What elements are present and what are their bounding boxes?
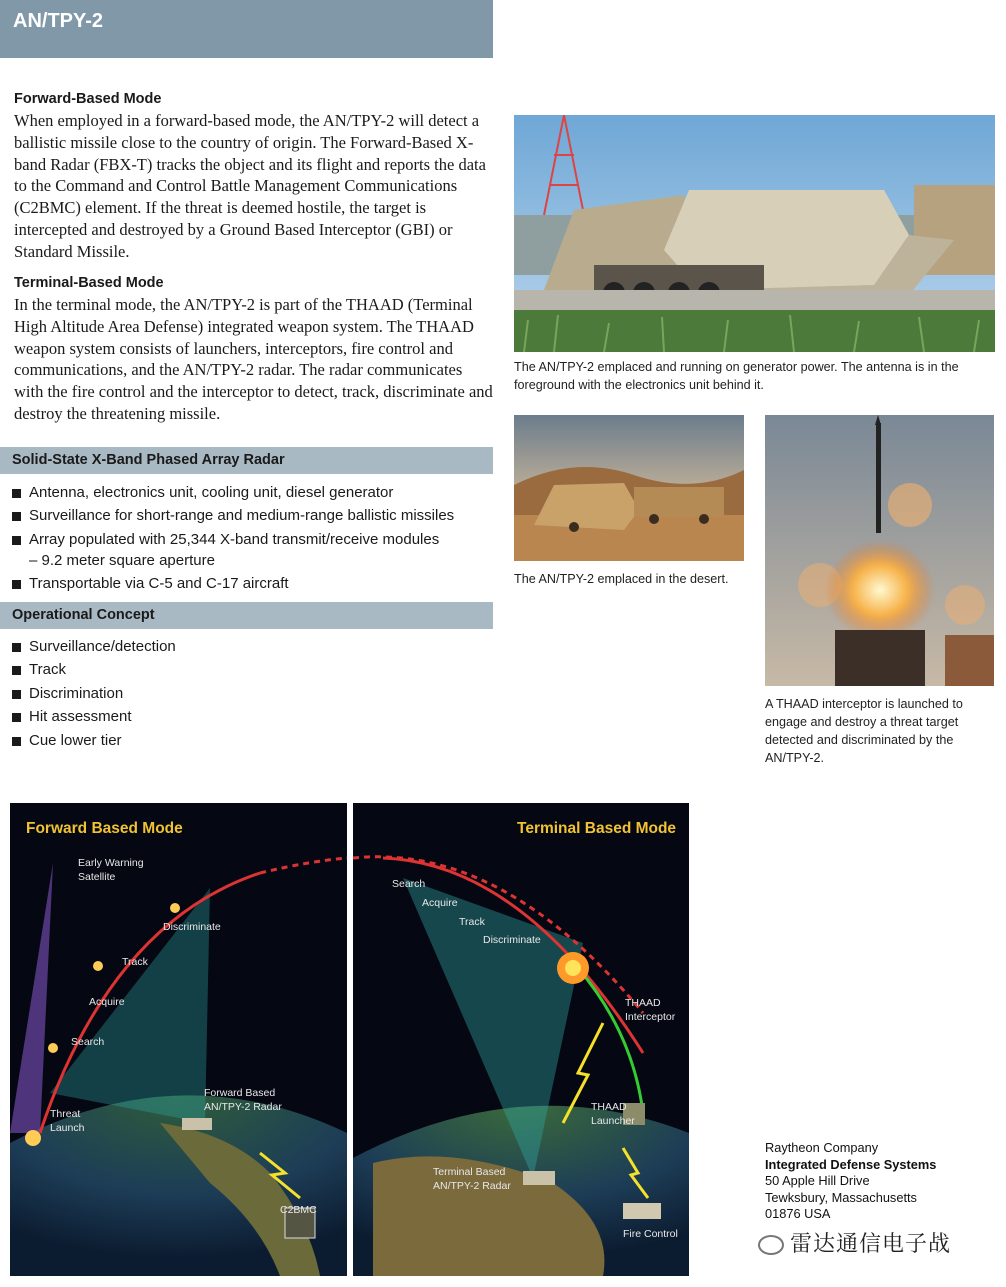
launcher-label-line1: THAAD <box>591 1101 627 1113</box>
radar-photo <box>514 115 995 352</box>
radar-section-title: Solid-State X-Band Phased Array Radar <box>12 452 285 468</box>
zip-address: 01876 USA <box>765 1206 831 1221</box>
radar-label-line2: AN/TPY-2 Radar <box>433 1180 511 1192</box>
forward-diagram-title: Forward Based Mode <box>26 820 183 837</box>
company-name: Raytheon Company <box>765 1140 879 1155</box>
watermark-text: 雷达通信电子战 <box>790 1232 952 1257</box>
photo2-caption: The AN/TPY-2 emplaced in the desert. <box>514 572 729 586</box>
list-item: Discrimination <box>12 683 176 704</box>
terminal-mode-body: In the terminal mode, the AN/TPY-2 is part of the THAAD (Terminal High Altitude Area Defense) integrated weapon system. The THAAD weapon system consists of launchers, interceptors, fire control and communications, and the AN/TPY-2 radar. The radar communicates with the fire control and the interceptor to detect, track, discriminate and destroy the threatening missile. <box>14 295 493 423</box>
stage-label-discriminate: Discriminate <box>483 934 541 946</box>
page-title: AN/TPY-2 <box>13 10 104 32</box>
company-address <box>765 1140 936 1223</box>
launcher-label-line2: Launcher <box>591 1115 635 1127</box>
forward-mode-body: When employed in a forward-based mode, the AN/TPY-2 will detect a ballistic missile close to the country of origin. The Forward-Based X-band Radar (FBX-T) tracks the object and its flight and reports the data to the Command and Control Battle Management Communications (C2BMC) element. If the threat is deemed hostile, the target is intercepted and destroyed by a Ground Based Interceptor (GBI) or Standard Missile. <box>14 111 486 261</box>
stage-label-track: Track <box>122 956 148 968</box>
list-item: Track <box>12 659 176 680</box>
radar-label-line1: Forward Based <box>204 1087 276 1099</box>
stage-label-acquire: Acquire <box>89 996 125 1008</box>
list-item: Surveillance for short-range and medium-range ballistic missiles <box>12 505 454 526</box>
list-item: Surveillance/detection <box>12 636 176 657</box>
radar-label-line1: Terminal Based <box>433 1166 506 1178</box>
photo3-caption: A THAAD interceptor is launched to engage and destroy a threat target detected and discriminated by the AN/TPY-2. <box>765 697 963 765</box>
forward-mode-diagram <box>10 803 347 1276</box>
division-name: Integrated Defense Systems <box>765 1156 937 1172</box>
radar-section-header <box>0 447 493 474</box>
city-address: Tewksbury, Massachusetts <box>765 1189 917 1205</box>
photo1-caption: The AN/TPY-2 emplaced and running on generator power. The antenna is in the foreground with the electronics unit behind it. <box>514 360 959 392</box>
radar-label-line2: AN/TPY-2 Radar <box>204 1101 282 1113</box>
concept-section-header <box>0 602 493 629</box>
list-item <box>12 529 454 571</box>
c2bmc-label: C2BMC <box>280 1204 317 1216</box>
street-address: 50 Apple Hill Drive <box>765 1173 870 1188</box>
list-item: Cue lower tier <box>12 730 176 751</box>
terminal-mode-heading: Terminal-Based Mode <box>14 275 164 291</box>
list-item-text: Array populated with 25,344 X-band transmit/receive modules <box>29 530 440 548</box>
stage-label-discriminate: Discriminate <box>163 921 221 933</box>
wechat-icon <box>758 1235 784 1255</box>
watermark <box>758 1227 951 1258</box>
list-item: Hit assessment <box>12 706 176 727</box>
terminal-mode-diagram <box>353 803 689 1276</box>
stage-label-acquire: Acquire <box>422 897 458 909</box>
list-item: Antenna, electronics unit, cooling unit, diesel generator <box>12 482 454 503</box>
concept-section-title: Operational Concept <box>12 607 155 623</box>
forward-mode-heading: Forward-Based Mode <box>14 91 162 107</box>
radar-feature-list <box>12 482 454 597</box>
list-subitem: – 9.2 meter square aperture <box>29 551 215 569</box>
interceptor-label-line1: THAAD <box>625 997 661 1009</box>
interceptor-label-line2: Interceptor <box>625 1011 676 1023</box>
fire-control-label: Fire Control <box>623 1228 678 1240</box>
terminal-diagram-title: Terminal Based Mode <box>517 820 677 837</box>
list-item: Transportable via C-5 and C-17 aircraft <box>12 573 454 594</box>
stage-label-track: Track <box>459 916 485 928</box>
stage-label-search: Search <box>392 878 426 890</box>
title-bar <box>0 0 493 58</box>
desert-photo <box>514 415 744 561</box>
satellite-label-line1: Early Warning <box>78 857 144 869</box>
thaad-launch-photo <box>765 415 994 686</box>
launch-label-line1: Threat <box>50 1108 81 1120</box>
stage-label-search: Search <box>71 1036 105 1048</box>
satellite-label-line2: Satellite <box>78 871 116 883</box>
concept-list <box>12 636 176 753</box>
launch-label-line2: Launch <box>50 1122 85 1134</box>
